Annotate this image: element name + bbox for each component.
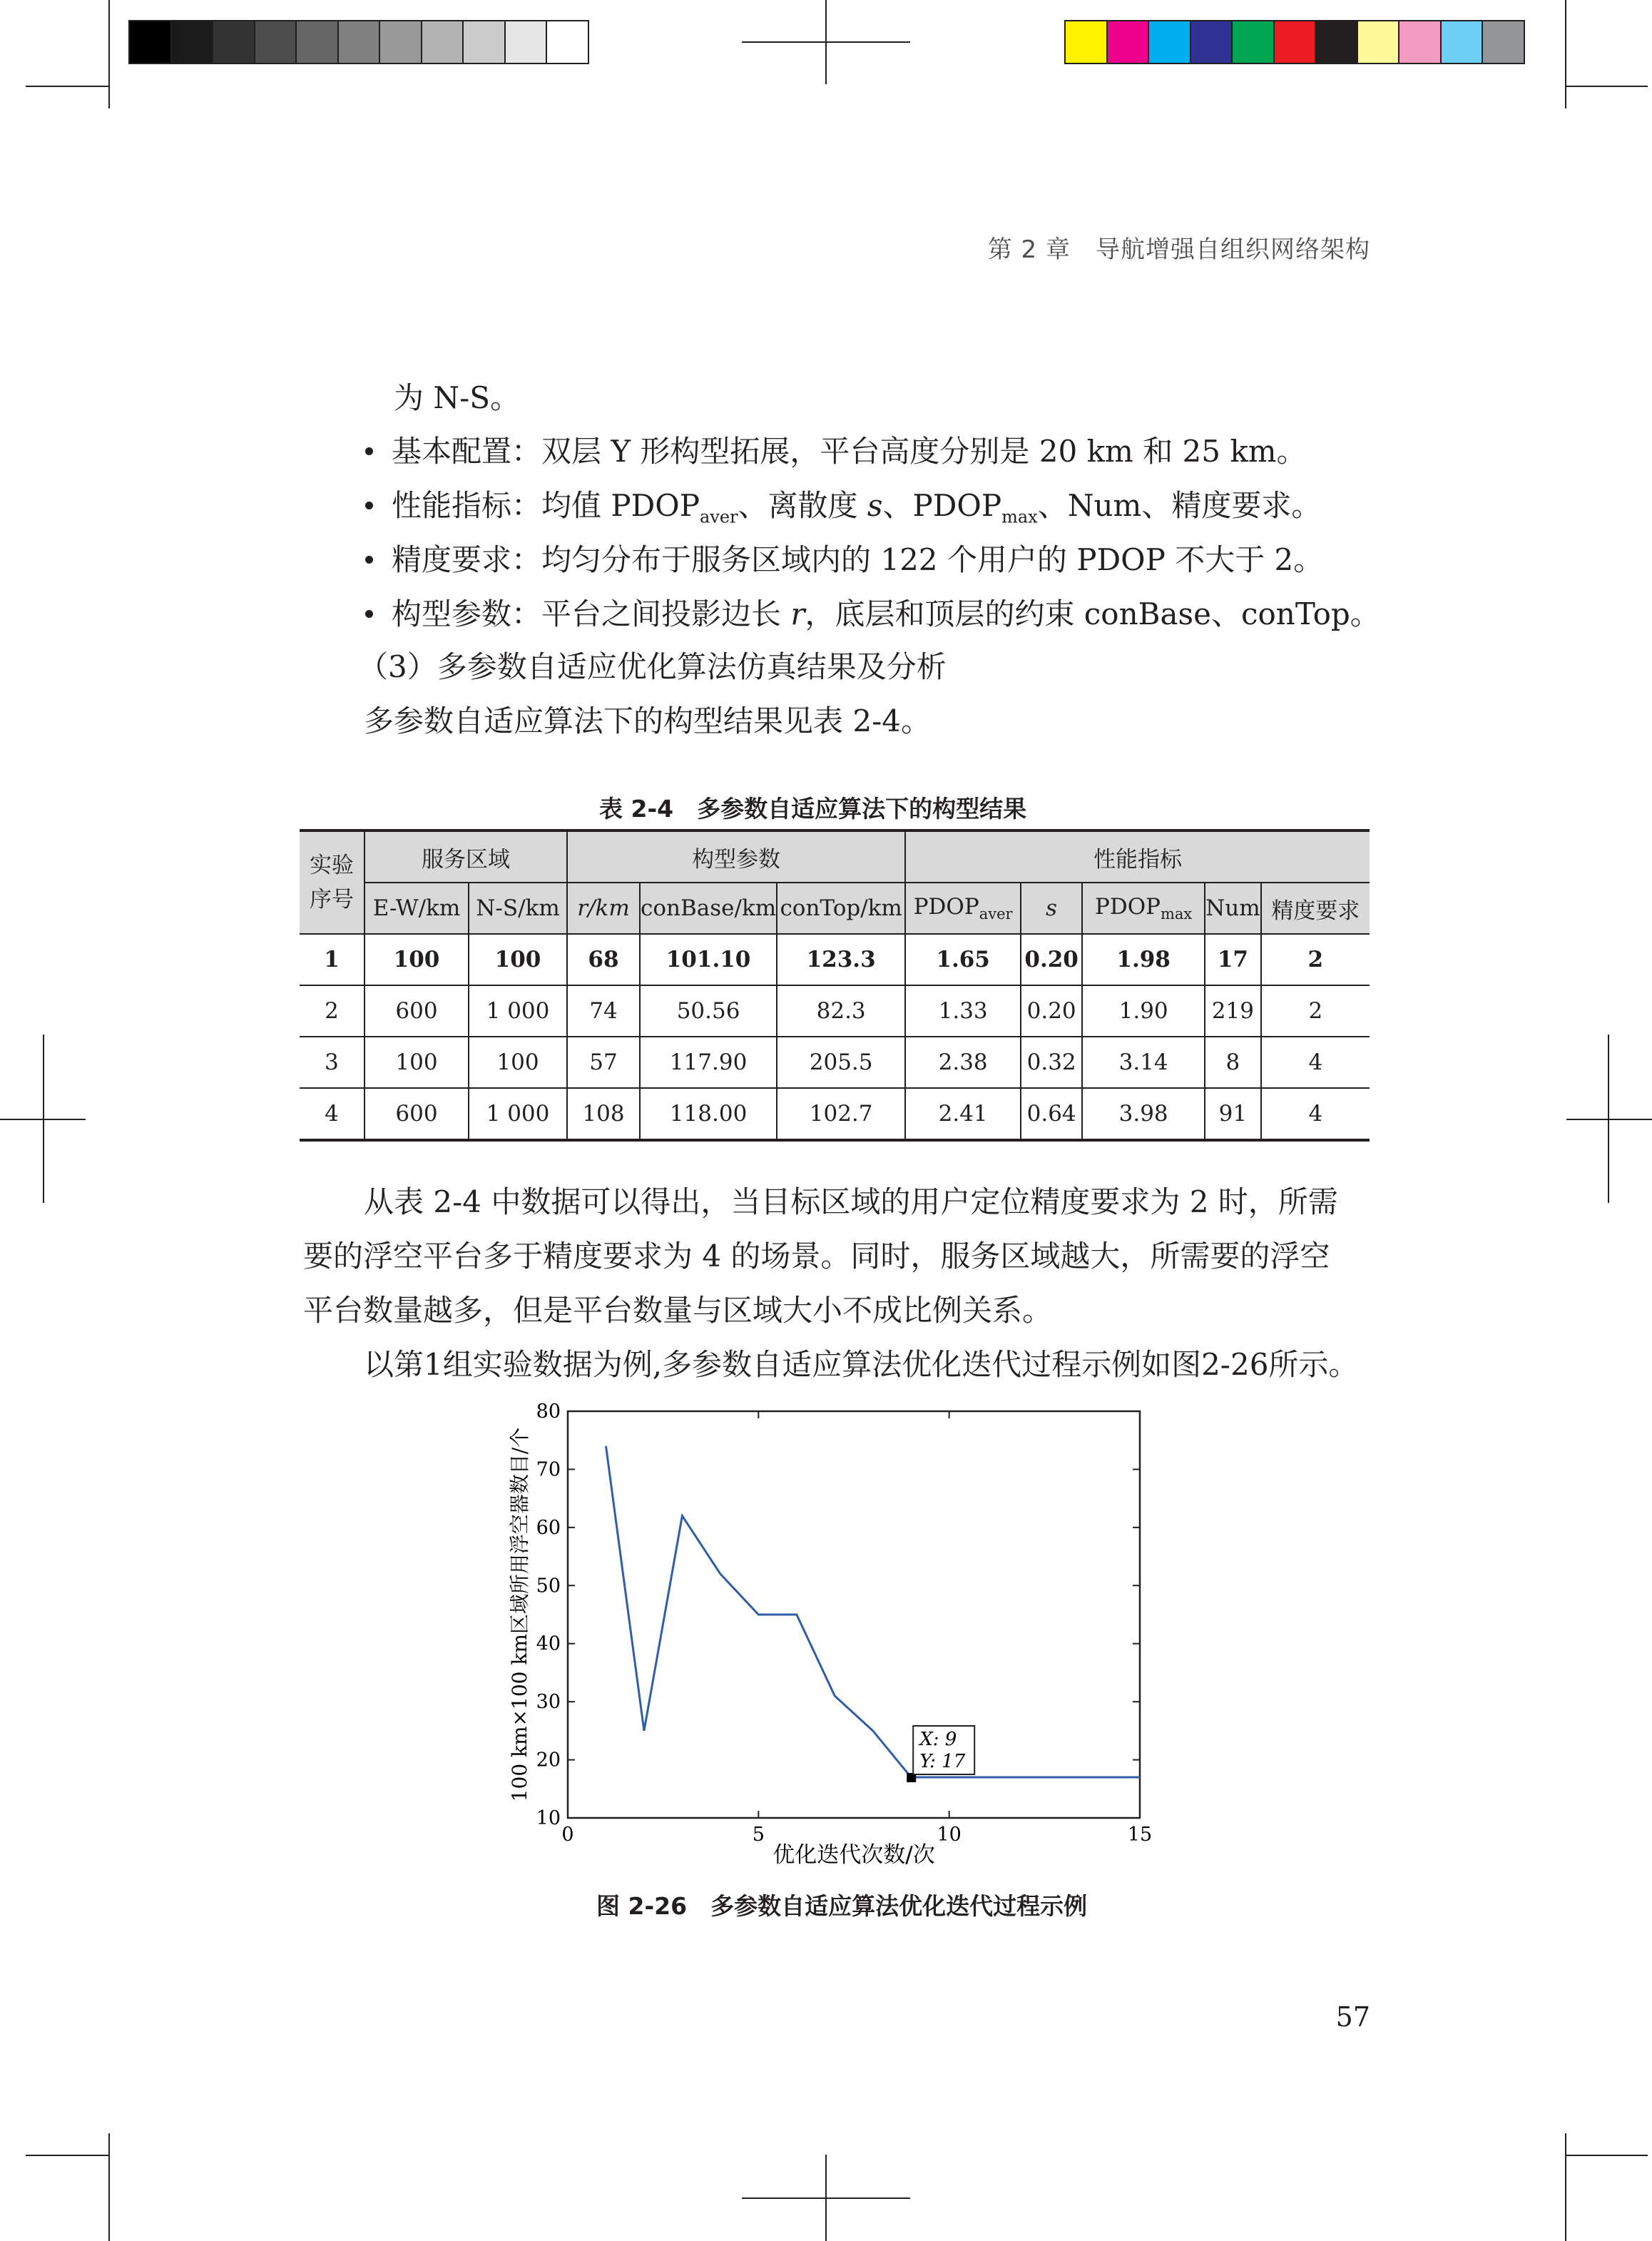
crop-mark	[1565, 0, 1566, 108]
header-cell: 服务区域	[364, 830, 567, 883]
y-axis-label: 100 km×100 km区域所用浮空器数目/个	[508, 1427, 531, 1802]
table-header-row	[300, 830, 1370, 883]
table-cell: 1.33	[905, 985, 1021, 1037]
table-cell: 1.90	[1082, 985, 1205, 1037]
datatip-y-label: Y: 17	[919, 1751, 966, 1772]
table-cell: 1 000	[469, 1088, 567, 1140]
color-swatch	[1066, 21, 1106, 63]
y-tick-label: 20	[536, 1749, 561, 1772]
header-cell	[905, 883, 1021, 934]
plot-frame	[568, 1411, 1140, 1818]
subscript: max	[1001, 507, 1038, 527]
header-text: s	[1046, 895, 1058, 921]
y-tick-label: 60	[536, 1516, 561, 1539]
table-cell: 8	[1205, 1037, 1261, 1088]
x-tick-label: 5	[752, 1824, 765, 1846]
y-tick-label: 10	[536, 1807, 561, 1829]
crop-mark	[108, 0, 110, 108]
table-cell: 2	[300, 985, 364, 1037]
running-header: 第 2 章 导航增强自组织网络架构	[987, 235, 1370, 264]
color-swatch	[337, 21, 379, 63]
table-cell: 1	[300, 934, 364, 985]
body-line: 从表 2-4 中数据可以得出，当目标区域的用户定位精度要求为 2 时，所需	[364, 1184, 1338, 1219]
header-cell	[567, 883, 640, 934]
axis-ticks	[536, 1401, 1153, 1846]
bullet-item	[365, 428, 1307, 471]
color-swatch	[462, 21, 504, 63]
table-cell: 101.10	[640, 934, 777, 985]
table-cell: 1.98	[1082, 934, 1205, 985]
header-cell: 实验序号	[300, 830, 364, 934]
color-swatch	[379, 21, 421, 63]
y-tick-label: 70	[536, 1458, 561, 1481]
table-cell: 3	[300, 1037, 364, 1088]
subheading: （3）多参数自适应优化算法仿真结果及分析	[358, 649, 947, 684]
body-line: 以第1组实验数据为例,多参数自适应算法优化迭代过程示例如图2-26所示。	[364, 1347, 1359, 1382]
table-row	[300, 934, 1370, 985]
crop-mark	[1565, 2133, 1566, 2241]
registration-mark	[742, 2197, 910, 2199]
table-cell: 4	[1261, 1088, 1370, 1140]
crop-mark	[26, 2155, 108, 2156]
bullet-text: 、Num、精度要求。	[1037, 488, 1322, 523]
table-cell: 600	[364, 985, 469, 1037]
subscript: aver	[979, 905, 1013, 923]
table-header-row	[300, 883, 1370, 934]
table-cell: 68	[567, 934, 640, 985]
table-cell: 219	[1205, 985, 1261, 1037]
table-cell: 2.38	[905, 1037, 1021, 1088]
table-row	[300, 1088, 1370, 1140]
table-cell: 0.20	[1021, 934, 1082, 985]
body-line: 要的浮空平台多于精度要求为 4 的场景。同时，服务区域越大，所需要的浮空	[303, 1239, 1330, 1274]
body-line: 为 N-S。	[394, 380, 521, 415]
crop-mark	[26, 86, 108, 87]
color-swatch	[1106, 21, 1148, 63]
table-cell: 50.56	[640, 985, 777, 1037]
body-line: 平台数量越多，但是平台数量与区域大小不成比例关系。	[303, 1293, 1053, 1328]
bullet-text: 、PDOP	[882, 488, 1002, 523]
color-swatch	[1190, 21, 1232, 63]
table-cell: 102.7	[777, 1088, 905, 1140]
x-axis-label: 优化迭代次数/次	[773, 1842, 935, 1868]
table-cell: 118.00	[640, 1088, 777, 1140]
y-tick-label: 80	[536, 1401, 561, 1423]
color-swatch	[421, 21, 463, 63]
figure-caption: 图 2-26 多参数自适应算法优化迭代过程示例	[596, 1892, 1088, 1920]
bullet-text: 基本配置：双层 Y 形构型拓展，平台高度分别是 20 km 和 25 km。	[392, 434, 1307, 469]
header-cell: 性能指标	[905, 830, 1370, 883]
header-cell: conBase/km	[640, 883, 777, 934]
color-swatch	[1148, 21, 1190, 63]
color-swatch	[295, 21, 337, 63]
crop-mark	[108, 2133, 110, 2241]
crop-mark	[1565, 86, 1648, 87]
header-cell: Num	[1205, 883, 1261, 934]
body-line: 多参数自适应算法下的构型结果见表 2-4。	[364, 703, 931, 738]
datatip-x-label: X: 9	[919, 1729, 957, 1750]
header-text: PDOP	[913, 893, 979, 920]
x-tick-label: 15	[1127, 1824, 1153, 1846]
table-caption: 表 2-4 多参数自适应算法下的构型结果	[599, 795, 1027, 823]
iteration-line-chart	[499, 1398, 1184, 1869]
table-cell: 1.65	[905, 934, 1021, 985]
registration-mark	[1566, 1119, 1652, 1120]
table-cell: 2.41	[905, 1088, 1021, 1140]
series-line	[606, 1446, 1140, 1777]
bullet-dot	[365, 447, 373, 455]
table-cell: 117.90	[640, 1037, 777, 1088]
table-cell: 17	[1205, 934, 1261, 985]
table-cell: 2	[1261, 934, 1370, 985]
table-cell: 0.32	[1021, 1037, 1082, 1088]
header-cell: 精度要求	[1261, 883, 1370, 934]
table-cell: 205.5	[777, 1037, 905, 1088]
table-row	[300, 985, 1370, 1037]
bullet-text: 构型参数：平台之间投影边长	[392, 596, 791, 631]
bullet-item	[365, 591, 1380, 634]
color-swatch	[1357, 21, 1399, 63]
table-cell: 74	[567, 985, 640, 1037]
header-cell: E-W/km	[364, 883, 469, 934]
table-cell: 4	[300, 1088, 364, 1140]
color-swatch	[1315, 21, 1357, 63]
color-swatch	[546, 21, 588, 63]
table-cell: 108	[567, 1088, 640, 1140]
color-swatch	[212, 21, 254, 63]
color-swatch	[1273, 21, 1315, 63]
bullet-item	[365, 537, 1323, 579]
italic-symbol: s	[867, 488, 883, 523]
process-color-bar	[1064, 20, 1525, 64]
table-cell: 57	[567, 1037, 640, 1088]
table-row	[300, 1037, 1370, 1088]
table-cell: 100	[364, 934, 469, 985]
grayscale-color-bar	[128, 20, 589, 64]
color-swatch	[504, 21, 546, 63]
bullet-text: 精度要求：均匀分布于服务区域内的 122 个用户的 PDOP 不大于 2。	[392, 542, 1324, 577]
color-swatch	[254, 21, 296, 63]
x-tick-label: 10	[937, 1824, 962, 1846]
y-tick-label: 50	[536, 1575, 561, 1597]
table-cell: 2	[1261, 985, 1370, 1037]
x-tick-label: 0	[561, 1824, 574, 1846]
table-cell: 100	[469, 934, 567, 985]
table-cell: 100	[469, 1037, 567, 1088]
header-cell: conTop/km	[777, 883, 905, 934]
y-tick-label: 40	[536, 1632, 561, 1655]
header-text: r/km	[577, 895, 630, 921]
table-cell: 100	[364, 1037, 469, 1088]
bullet-dot	[365, 610, 373, 618]
subscript: max	[1161, 905, 1193, 923]
color-swatch	[170, 21, 213, 63]
y-tick-label: 30	[536, 1691, 561, 1714]
bullet-dot	[365, 556, 373, 564]
bullet-text: 、离散度	[738, 488, 867, 523]
bullet-dot	[365, 502, 373, 509]
bullet-text: 性能指标：均值 PDOP	[392, 488, 700, 523]
table-cell: 3.14	[1082, 1037, 1205, 1088]
table-cell: 123.3	[777, 934, 905, 985]
crop-mark	[1565, 2155, 1648, 2156]
table-cell: 600	[364, 1088, 469, 1140]
table-cell: 3.98	[1082, 1088, 1205, 1140]
registration-mark	[742, 41, 910, 43]
table-cell: 82.3	[777, 985, 905, 1037]
color-swatch	[1398, 21, 1440, 63]
header-cell	[1021, 883, 1082, 934]
bullet-item	[365, 482, 1321, 527]
color-swatch	[1231, 21, 1273, 63]
header-cell: 构型参数	[567, 830, 905, 883]
color-swatch	[130, 21, 170, 63]
registration-mark	[0, 1119, 86, 1120]
page-number: 57	[1335, 2001, 1370, 2033]
subscript: aver	[699, 507, 738, 527]
table-cell: 91	[1205, 1088, 1261, 1140]
results-table	[300, 829, 1370, 1142]
header-text: PDOP	[1095, 893, 1161, 920]
table-cell: 1 000	[469, 985, 567, 1037]
italic-symbol: r	[790, 596, 805, 631]
table-cell: 4	[1261, 1037, 1370, 1088]
color-swatch	[1440, 21, 1482, 63]
bullet-text: ，底层和顶层的约束 conBase、conTop。	[805, 596, 1380, 631]
header-cell	[1082, 883, 1205, 934]
header-cell: N-S/km	[469, 883, 567, 934]
table-cell: 0.20	[1021, 985, 1082, 1037]
color-swatch	[1482, 21, 1524, 63]
table-cell: 0.64	[1021, 1088, 1082, 1140]
